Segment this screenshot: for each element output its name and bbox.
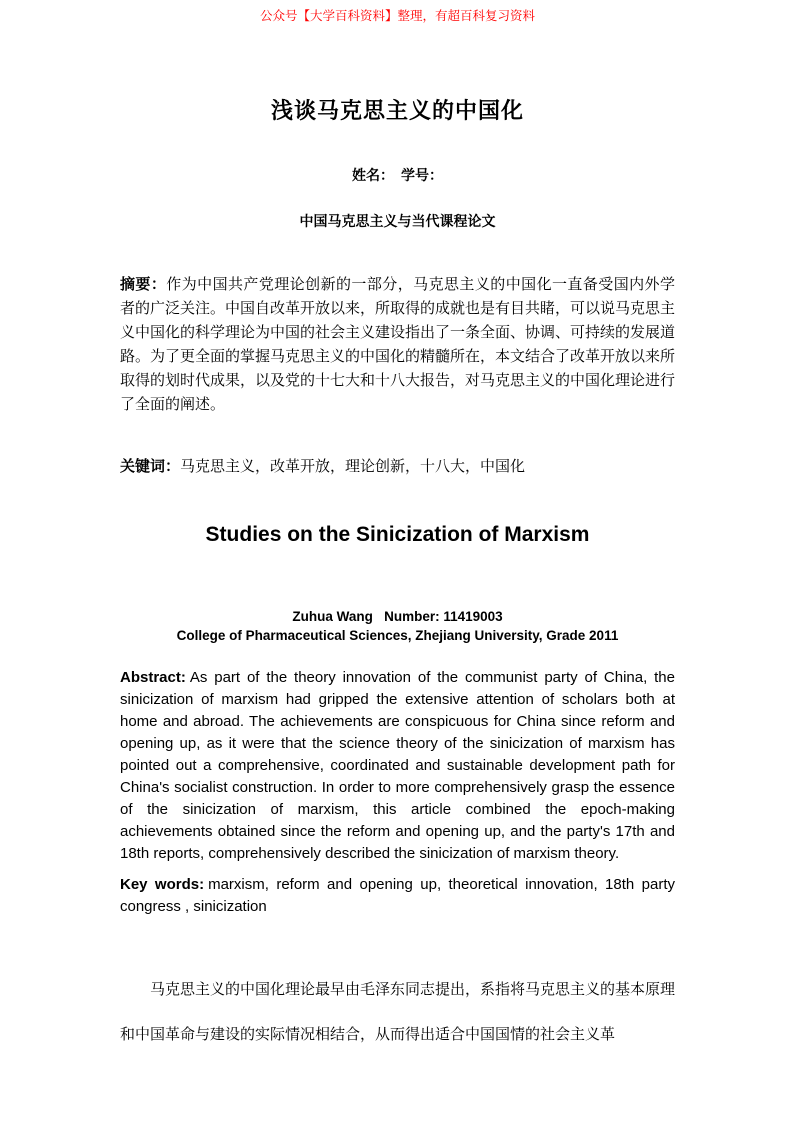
name-student-id-line: 姓名： 学号： bbox=[352, 169, 443, 184]
header-notice: 公众号【大学百科资料】整理，有超百科复习资料 bbox=[259, 9, 535, 23]
body-paragraph-chinese: 马克思主义的中国化理论最早由毛泽东同志提出，系指将马克思主义的基本原理和中国革命与建设的实际情况相结合，从而得出适合中国国情的社会主义革 bbox=[120, 982, 676, 1043]
keywords-english bbox=[120, 874, 675, 918]
keywords-chinese-text: 马克思主义，改革开放，理论创新，十八大，中国化 bbox=[180, 459, 526, 475]
affiliation-line: College of Pharmaceutical Sciences, Zhejiang University, Grade 2011 bbox=[176, 628, 619, 643]
keywords-english-label: Key words: bbox=[120, 876, 205, 893]
keywords-chinese-label: 关键词： bbox=[120, 459, 181, 475]
keywords-chinese bbox=[120, 455, 675, 479]
keywords-english-text: marxism, reform and opening up, theoretical innovation, 18th party congress , sinicization bbox=[120, 876, 675, 915]
abstract-english-label: Abstract: bbox=[120, 669, 186, 686]
abstract-chinese bbox=[120, 273, 675, 417]
abstract-english-text: As part of the theory innovation of the communist party of China, the sinicization of marxism had gripped the extensive attention of scholars both at home and abroad. The achievements are conspicuous for China since reform and opening up, as it were that the science theory of the sinicization of marxism has pointed out a comprehensive, coordinated and sustainable development path for China's socialist construction. In order to more comprehensively grasp the essence of the sinicization of marxism, this article combined the epoch-making achievements obtained since the reform and opening up, and the party's 17th and 18th reports, comprehensively described the sinicization of marxism theory. bbox=[120, 669, 675, 862]
title-chinese: 浅谈马克思主义的中国化 bbox=[270, 98, 524, 123]
course-title-line: 中国马克思主义与当代课程论文 bbox=[299, 215, 496, 230]
title-english: Studies on the Sinicization of Marxism bbox=[205, 523, 590, 546]
abstract-english bbox=[120, 667, 675, 865]
author-line: Zuhua Wang Number: 11419003 bbox=[292, 609, 503, 624]
abstract-chinese-label: 摘要： bbox=[120, 277, 167, 293]
abstract-chinese-text: 作为中国共产党理论创新的一部分，马克思主义的中国化一直备受国内外学者的广泛关注。中国自改革开放以来，所取得的成就也是有目共睹，可以说马克思主义中国化的科学理论为中国的社会主义建设指出了一条全面、协调、可持续的发展道路。为了更全面的掌握马克思主义的中国化的精髓所在，本文结合了改革开放以来所取得的划时代成果，以及党的十七大和十八大报告，对马克思主义的中国化理论进行了全面的阐述。 bbox=[120, 277, 676, 413]
